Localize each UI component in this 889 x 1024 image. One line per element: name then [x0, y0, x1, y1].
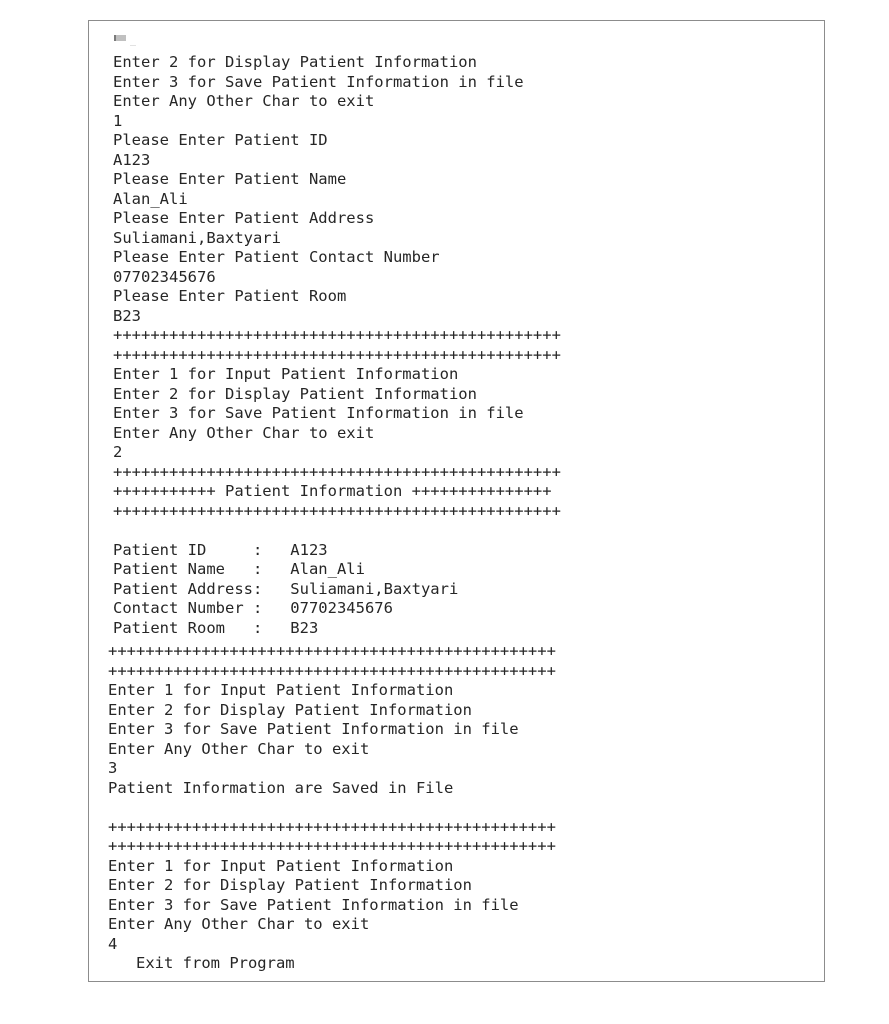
console-line: Enter 2 for Display Patient Information [108, 700, 472, 719]
console-line: Patient Address: Suliamani,Baxtyari [113, 579, 459, 598]
console-output-upper [113, 53, 561, 638]
console-line: Patient Name : Alan_Ali [113, 560, 365, 578]
console-line: ++++++++++++++++++++++++++++++++++++++++++++++++ [108, 837, 556, 855]
console-line: ++++++++++++++++++++++++++++++++++++++++++++++++ [108, 642, 556, 660]
console-line: Please Enter Patient Room [113, 287, 347, 305]
console-line: ++++++++++++++++++++++++++++++++++++++++++++++++ [108, 661, 556, 680]
console-line: A123 [113, 150, 151, 169]
console-line: Enter Any Other Char to exit [113, 92, 375, 110]
console-line: 07702345676 [113, 267, 216, 286]
console-line: ++++++++++++++++++++++++++++++++++++++++++++++++ [113, 326, 561, 344]
console-line: B23 [113, 306, 141, 325]
console-line: Alan_Ali [113, 189, 188, 208]
console-line: +++++++++++ Patient Information +++++++++++++++ [113, 482, 552, 500]
console-line: Enter Any Other Char to exit [113, 423, 375, 442]
scroll-artifact-line [130, 45, 136, 46]
console-line: Enter 3 for Save Patient Information in file [113, 404, 524, 422]
console-line: Enter 3 for Save Patient Information in file [108, 895, 519, 914]
console-line: 1 [113, 111, 123, 130]
console-line: Please Enter Patient ID [113, 131, 328, 149]
console-line: 3 [108, 759, 118, 777]
console-line: Enter Any Other Char to exit [108, 739, 370, 758]
console-line: Enter 2 for Display Patient Information [108, 876, 472, 894]
console-line: Suliamani,Baxtyari [113, 228, 281, 247]
console-line: Exit from Program [108, 954, 295, 972]
console-line: Enter 1 for Input Patient Information [113, 365, 459, 383]
console-blank-line [108, 798, 556, 818]
console-output-lower [108, 642, 556, 974]
console-line: Enter 2 for Display Patient Information [113, 384, 477, 403]
console-line: Enter 3 for Save Patient Information in file [108, 720, 519, 738]
console-line: ++++++++++++++++++++++++++++++++++++++++++++++++ [108, 817, 556, 836]
console-line: Please Enter Patient Contact Number [113, 248, 440, 266]
console-cursor-icon [114, 35, 126, 41]
console-line: ++++++++++++++++++++++++++++++++++++++++++++++++ [113, 462, 561, 481]
console-line: 2 [113, 443, 123, 461]
console-line: Patient ID : A123 [113, 540, 328, 559]
console-line: Enter 1 for Input Patient Information [108, 681, 454, 699]
console-line: Enter 1 for Input Patient Information [108, 856, 454, 875]
console-line: ++++++++++++++++++++++++++++++++++++++++++++++++ [113, 345, 561, 364]
console-blank-line [113, 521, 561, 541]
console-line: Enter Any Other Char to exit [108, 915, 370, 933]
console-line: Enter 3 for Save Patient Information in file [113, 72, 524, 91]
console-line: Please Enter Patient Address [113, 209, 375, 227]
console-line: Patient Information are Saved in File [108, 778, 454, 797]
console-line: Patient Room : B23 [113, 618, 319, 637]
console-line: 4 [108, 934, 118, 953]
console-line: ++++++++++++++++++++++++++++++++++++++++++++++++ [113, 501, 561, 520]
console-line: Contact Number : 07702345676 [113, 599, 393, 617]
console-line: Enter 2 for Display Patient Information [113, 53, 477, 71]
console-line: Please Enter Patient Name [113, 170, 347, 188]
